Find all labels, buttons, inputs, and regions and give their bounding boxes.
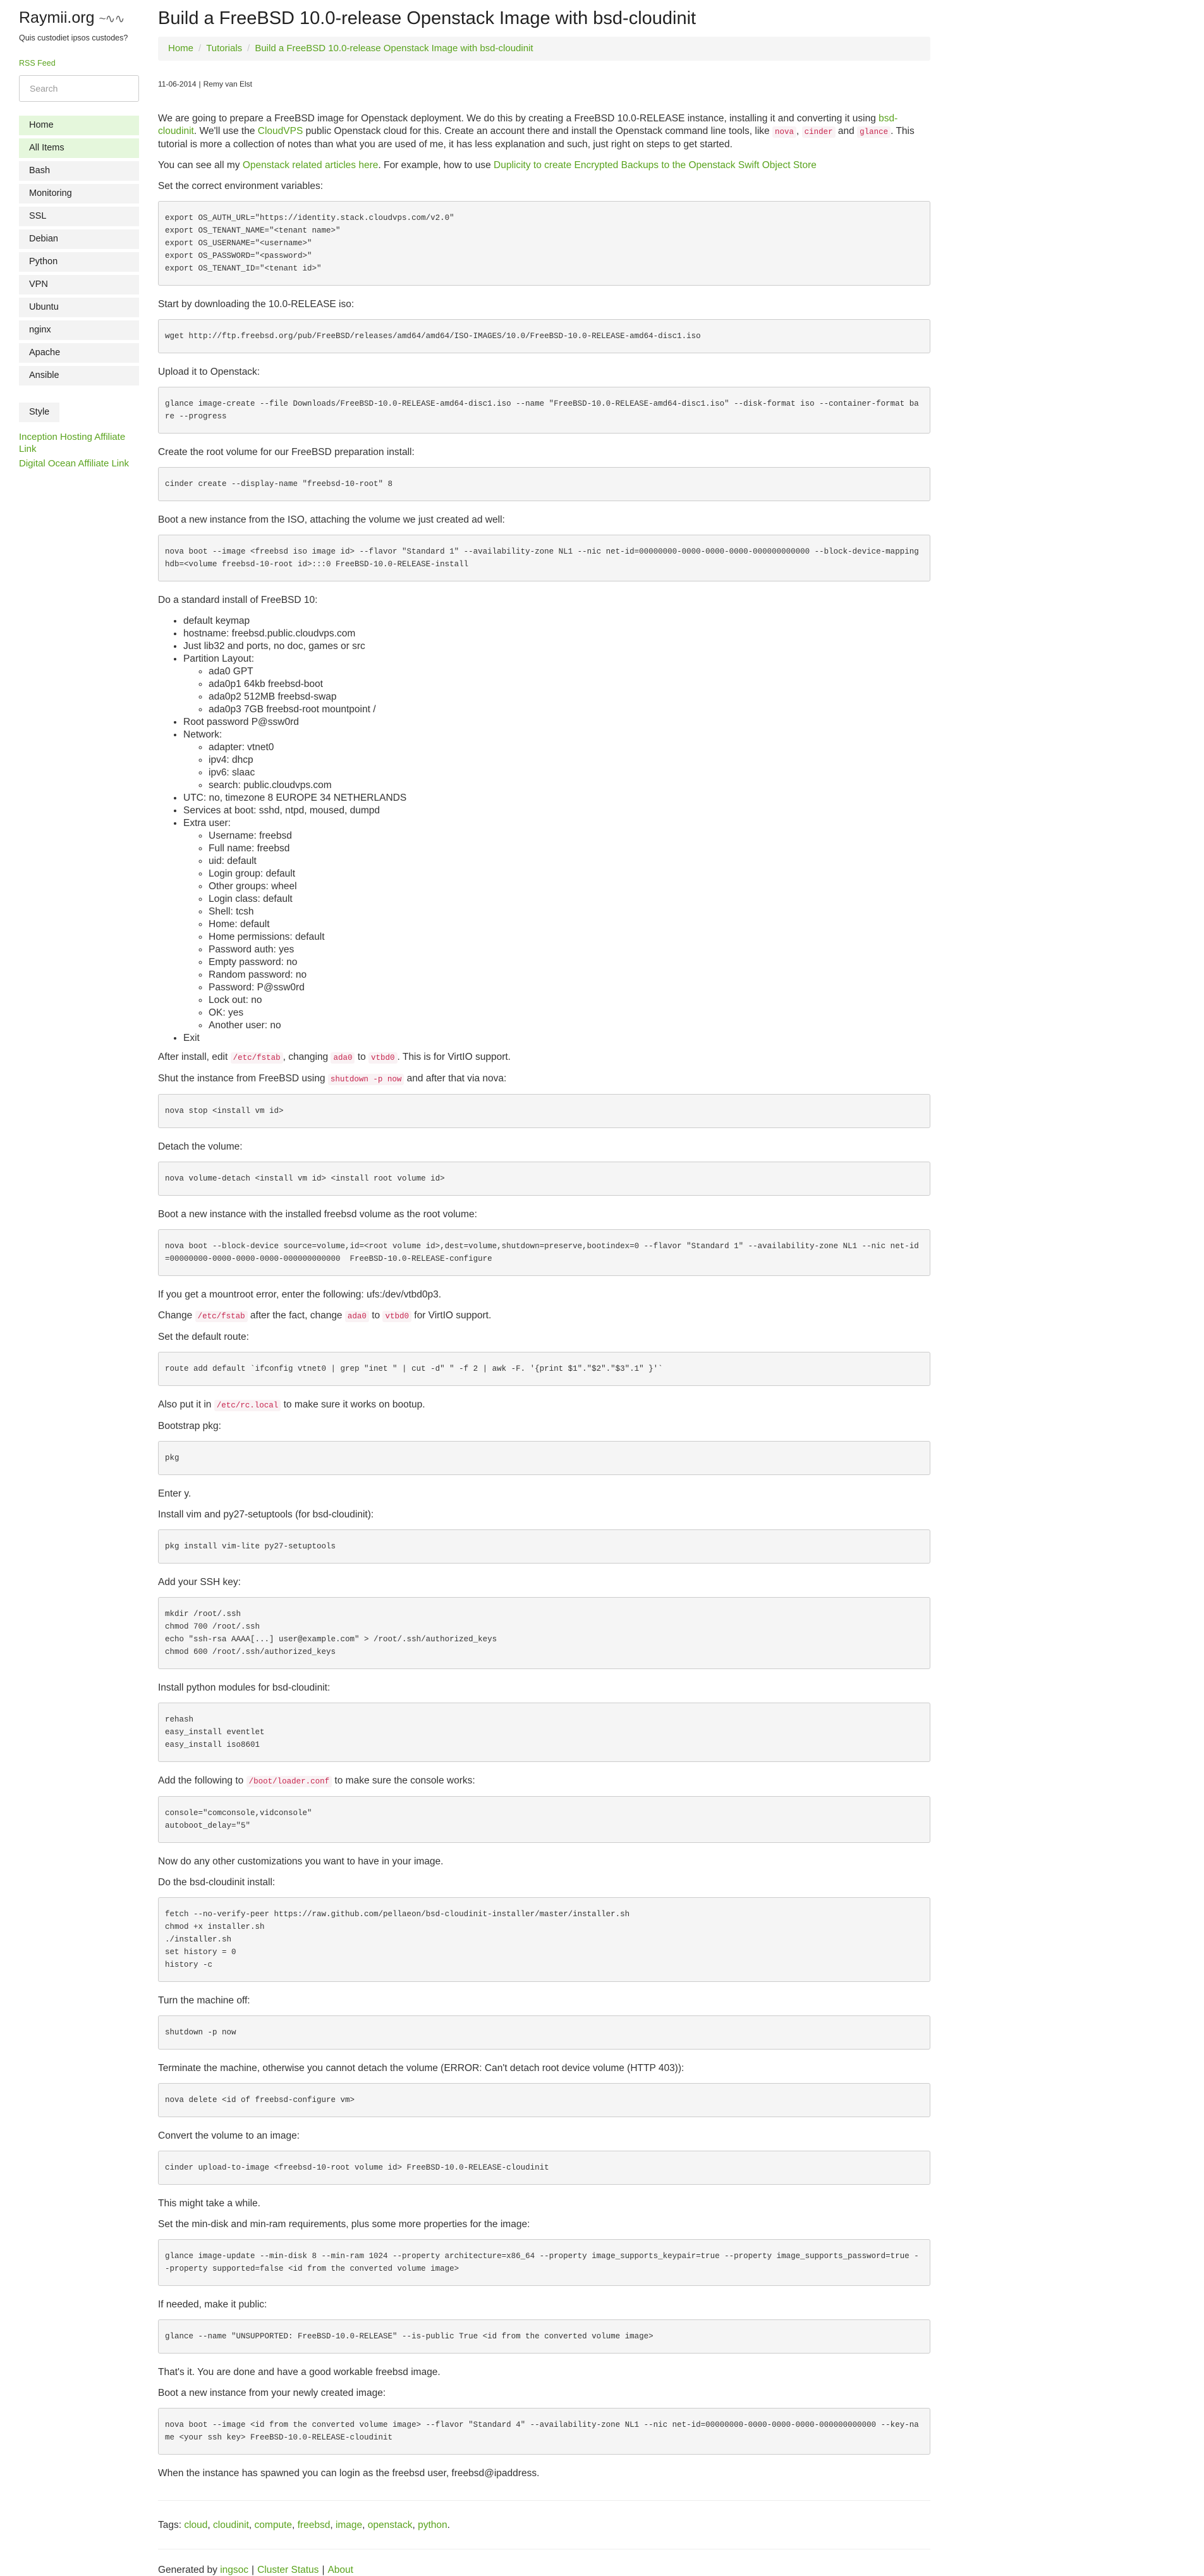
list-item: ◦ Another user: no [209, 1019, 930, 1032]
inline-code: nova [772, 126, 796, 138]
code-block-python: rehash easy_install eventlet easy_install iso8601 [158, 1703, 930, 1762]
paragraph: Do the bsd-cloudinit install: [158, 1877, 276, 1888]
text: We are going to prepare a FreeBSD image for Openstack deployment. We do this by creating a FreeBSD 10.0-RELEASE instance, installing it and converting it using [158, 113, 879, 124]
tag-link-python[interactable]: python [418, 2520, 447, 2530]
list-item: ◦ adapter: vtnet0 [209, 741, 930, 754]
tag-link-image[interactable]: image [335, 2520, 363, 2530]
inline-code: ada0 [331, 1052, 355, 1064]
nav-item-monitoring[interactable]: Monitoring [19, 184, 139, 204]
code-block-bootnew: nova boot --image <id from the converted volume image> --flavor "Standard 4" --availability-zone NL1 --nic net-id=00000000-0000-0000-0000-000000000000 --key-name <your ssh key> FreeBSD-10.0-RELEASE-cloudinit [158, 2408, 930, 2455]
paragraph: Terminate the machine, otherwise you cannot detach the volume (ERROR: Can't detach root device volume (HTTP 403)): [158, 2063, 684, 2074]
list-item: • default keymap [183, 615, 930, 628]
text: , changing [283, 1052, 331, 1062]
code-block-loader: console="comconsole,vidconsole" autoboot_delay="5" [158, 1796, 930, 1843]
paragraph: This might take a while. [158, 2198, 260, 2209]
paragraph: Boot a new instance with the installed freebsd volume as the root volume: [158, 1209, 477, 1220]
code-block-vim: pkg install vim-lite py27-setuptools [158, 1529, 930, 1564]
article-date: 11-06-2014 [158, 80, 197, 88]
paragraph: Turn the machine off: [158, 1995, 250, 2006]
code-block-ssh: mkdir /root/.ssh chmod 700 /root/.ssh echo "ssh-rsa AAAA[...] user@example.com" > /root/.ssh/authorized_keys chmod 600 /root/.ssh/authorized_keys [158, 1597, 930, 1669]
list-item: ◦ ipv4: dhcp [209, 754, 930, 767]
tags-section: Tags: cloud, cloudinit, compute, freebsd, image, openstack, python. [158, 2500, 930, 2531]
change-paragraph [158, 1309, 930, 1323]
sidebar-nav [19, 116, 139, 386]
text: . We'll use the [193, 126, 258, 137]
code-block-pkg: pkg [158, 1441, 930, 1475]
code-block-stop: nova stop <install vm id> [158, 1094, 930, 1128]
paragraph: That's it. You are done and have a good workable freebsd image. [158, 2367, 441, 2378]
text: . This is for VirtIO support. [397, 1052, 511, 1062]
list-item: ◦ ada0p2 512MB freebsd-swap [209, 691, 930, 703]
rss-feed-link[interactable]: RSS Feed [19, 59, 56, 68]
nav-item-nginx[interactable]: nginx [19, 320, 139, 340]
tags-label: Tags: [158, 2520, 185, 2530]
paragraph: Set the default route: [158, 1332, 249, 1342]
text: . For example, how to use [378, 160, 494, 171]
code-block-rootvol: cinder create --display-name "freebsd-10-root" 8 [158, 467, 930, 501]
code-block-public: glance --name "UNSUPPORTED: FreeBSD-10.0-RELEASE" --is-public True <id from the converted volume image> [158, 2319, 930, 2354]
list-item: ◦ Lock out: no [209, 994, 930, 1007]
nav-item-python[interactable]: Python [19, 252, 139, 272]
article-author: Remy van Elst [203, 80, 252, 88]
list-item: ◦ Login class: default [209, 893, 930, 906]
nav-item-vpn[interactable]: VPN [19, 275, 139, 295]
tag-link-cloudinit[interactable]: cloudinit [213, 2520, 249, 2530]
meta-separator: | [198, 80, 201, 88]
inline-code: vtbd0 [368, 1052, 398, 1064]
code-block-convert: cinder upload-to-image <freebsd-10-root volume id> FreeBSD-10.0-RELEASE-cloudinit [158, 2151, 930, 2185]
text: Also put it in [158, 1399, 214, 1410]
paragraph: Install vim and py27-setuptools (for bsd-cloudinit): [158, 1509, 374, 1520]
style-button[interactable]: Style [19, 403, 59, 422]
list-item [183, 729, 930, 792]
list-item: ◦ Home permissions: default [209, 931, 930, 944]
text: Shut the instance from FreeBSD using [158, 1073, 328, 1084]
partition-list [183, 665, 930, 716]
code-block-bootiso: nova boot --image <freebsd iso image id> --flavor "Standard 1" --availability-zone NL1 --nic net-id=00000000-0000-0000-0000-000000000000 --block-device-mapping hdb=<volume freebsd-10-root id>:::0 FreeBSD-10.0-RELEASE-install [158, 535, 930, 581]
nav-item-ubuntu[interactable]: Ubuntu [19, 298, 139, 317]
code-block-minram: glance image-update --min-disk 8 --min-ram 1024 --property architecture=x86_64 --property image_supports_keypair=true --property image_supports_password=true --property supported=false <id from the converted volume image> [158, 2239, 930, 2286]
list-item-label: Network: [183, 729, 222, 740]
paragraph: Detach the volume: [158, 1141, 243, 1152]
shut-paragraph [158, 1072, 930, 1086]
code-block-download: wget http://ftp.freebsd.org/pub/FreeBSD/releases/amd64/amd64/ISO-IMAGES/10.0/FreeBSD-10.0-RELEASE-amd64-disc1.iso [158, 319, 930, 353]
list-item-label: Partition Layout: [183, 653, 255, 664]
list-item: ◦ Other groups: wheel [209, 880, 930, 893]
list-item: • hostname: freebsd.public.cloudvps.com [183, 628, 930, 640]
paragraph: Boot a new instance from the ISO, attaching the volume we just created ad well: [158, 514, 505, 525]
inline-code: ada0 [345, 1311, 369, 1322]
paragraph: Set the min-disk and min-ram requirements, plus some more properties for the image: [158, 2219, 530, 2230]
text: to make sure the console works: [332, 1775, 475, 1786]
footer-separator: | [322, 2565, 325, 2575]
paragraph: Upload it to Openstack: [158, 367, 260, 377]
code-block-route: route add default `ifconfig vtnet0 | grep "inet " | cut -d" " -f 2 | awk -F. '{print $1"."$2"."$3".1" }'` [158, 1352, 930, 1386]
paragraph: Convert the volume to an image: [158, 2130, 300, 2141]
sidebar [19, 6, 139, 470]
breadcrumb-home[interactable]: Home [168, 43, 194, 54]
paragraph: Now do any other customizations you want to have in your image. [158, 1856, 444, 1867]
after-install-paragraph [158, 1051, 930, 1064]
article-meta [158, 80, 930, 88]
inline-code: vtbd0 [382, 1311, 411, 1322]
inline-code: /etc/rc.local [214, 1400, 281, 1411]
ingsoc-link[interactable]: ingsoc [220, 2565, 249, 2575]
list-item: ◦ Username: freebsd [209, 830, 930, 842]
paragraph: If needed, make it public: [158, 2299, 267, 2310]
inline-code: /boot/loader.conf [246, 1776, 332, 1787]
list-item-label: Extra user: [183, 818, 231, 829]
text: Add the following to [158, 1775, 246, 1786]
footer [158, 2549, 930, 2576]
nav-item-ansible[interactable]: Ansible [19, 366, 139, 386]
list-item: ◦ ada0p1 64kb freebsd-boot [209, 678, 930, 691]
about-link[interactable]: About [327, 2565, 353, 2575]
list-item: ◦ Empty password: no [209, 956, 930, 969]
list-item: • Root password P@ssw0rd [183, 716, 930, 729]
digital-ocean-link[interactable]: Digital Ocean Affiliate Link [19, 458, 129, 469]
list-item: ◦ ada0p3 7GB freebsd-root mountpoint / [209, 703, 930, 716]
list-item: • Exit [183, 1032, 930, 1045]
nav-item-debian[interactable]: Debian [19, 229, 139, 249]
list-item: ◦ Shell: tcsh [209, 906, 930, 918]
cloudvps-link[interactable]: CloudVPS [257, 126, 303, 137]
extra-user-list [183, 830, 930, 1032]
paragraph: Add your SSH key: [158, 1577, 241, 1588]
paragraph: Create the root volume for our FreeBSD preparation install: [158, 447, 415, 458]
footer-separator: | [252, 2565, 255, 2575]
paragraph: Start by downloading the 10.0-RELEASE iso: [158, 299, 355, 310]
install-steps-list [158, 615, 930, 1045]
site-brand-text[interactable]: Raymii.org [19, 9, 95, 27]
inline-code: glance [857, 126, 891, 138]
duplicity-link[interactable]: Duplicity to create Encrypted Backups to the Openstack Swift Object Store [494, 160, 817, 171]
text: . This tutorial is more a collection of notes than what you are used of me, it has less explanation and such, just right on steps to get started. [158, 126, 915, 150]
paragraph: Boot a new instance from your newly created image: [158, 2388, 386, 2398]
list-item: ◦ Login group: default [209, 868, 930, 880]
nav-item-ssl[interactable]: SSL [19, 207, 139, 226]
breadcrumb-separator: / [247, 43, 250, 54]
rc-local-paragraph [158, 1399, 930, 1412]
intro-paragraph [158, 112, 930, 151]
search-input[interactable] [19, 75, 139, 102]
code-block-delete: nova delete <id of freebsd-configure vm> [158, 2083, 930, 2117]
text: after the fact, change [247, 1310, 345, 1321]
text: After install, edit [158, 1052, 231, 1062]
openstack-articles-link[interactable]: Openstack related articles here [242, 160, 379, 171]
code-block-detach: nova volume-detach <install vm id> <install root volume id> [158, 1162, 930, 1196]
list-item: ◦ uid: default [209, 855, 930, 868]
breadcrumb-separator: / [198, 43, 202, 54]
page-title: Build a FreeBSD 10.0-release Openstack Image with bsd-cloudinit [158, 8, 696, 28]
text: and after that via nova: [404, 1073, 507, 1084]
footer-generated: Generated by [158, 2565, 221, 2575]
text: Change [158, 1310, 195, 1321]
paragraph: When the instance has spawned you can login as the freebsd user, freebsd@ipaddress. [158, 2468, 540, 2479]
code-block-shutdown: shutdown -p now [158, 2015, 930, 2050]
inline-code: /etc/fstab [195, 1311, 248, 1322]
list-item: ◦ search: public.cloudvps.com [209, 779, 930, 792]
inline-code: /etc/fstab [231, 1052, 283, 1064]
list-item: ◦ ipv6: slaac [209, 767, 930, 779]
code-block-bootvol: nova boot --block-device source=volume,id=<root volume id>,dest=volume,shutdown=preserve,bootindex=0 --flavor "Standard 1" --availability-zone NL1 --nic net-id=00000000-0000-0000-0000-000000000000 FreeBSD-10.0-RELEASE-configure [158, 1229, 930, 1276]
list-item: • Just lib32 and ports, no doc, games or src [183, 640, 930, 653]
breadcrumb-current[interactable]: Build a FreeBSD 10.0-release Openstack Image with bsd-cloudinit [255, 43, 533, 54]
list-item: ◦ Home: default [209, 918, 930, 931]
bsd-cloudinit-link[interactable]: bsd-cloudinit [158, 113, 898, 137]
inline-code: cinder [802, 126, 836, 138]
loader-paragraph [158, 1775, 930, 1788]
tags-end: . [447, 2520, 450, 2530]
code-block-cloudinit: fetch --no-verify-peer https://raw.github.com/pellaeon/bsd-cloudinit-installer/master/installer.sh chmod +x installer.sh ./installer.sh set history = 0 history -c [158, 1897, 930, 1982]
inception-hosting-link[interactable]: Inception Hosting Affiliate Link [19, 432, 126, 454]
site-brand[interactable] [19, 9, 139, 27]
list-item: ◦ Random password: no [209, 969, 930, 981]
list-item [183, 817, 930, 1032]
network-list [183, 741, 930, 792]
list-item: ◦ ada0 GPT [209, 665, 930, 678]
nav-item-home[interactable]: Home [19, 116, 139, 135]
paragraph: Do a standard install of FreeBSD 10: [158, 595, 318, 605]
nav-item-apache[interactable]: Apache [19, 343, 139, 363]
list-item: ◦ Full name: freebsd [209, 842, 930, 855]
code-block-upload: glance image-create --file Downloads/FreeBSD-10.0-RELEASE-amd64-disc1.iso --name "FreeBSD-10.0-RELEASE-amd64-disc1.iso" --disk-format iso --container-format bare --progress [158, 387, 930, 434]
list-item: ◦ Password auth: yes [209, 944, 930, 956]
text: to [368, 1310, 383, 1321]
paragraph: If you get a mountroot error, enter the following: ufs:/dev/vtbd0p3. [158, 1289, 442, 1300]
paragraph: Set the correct environment variables: [158, 181, 324, 191]
site-tagline: Quis custodiet ipsos custodes? [19, 33, 128, 42]
text: to make sure it works on bootup. [281, 1399, 425, 1410]
nav-item-bash[interactable]: Bash [19, 161, 139, 181]
squiggle-icon: ~∿∿ [99, 13, 125, 26]
text: and [835, 126, 858, 137]
see-all-paragraph [158, 159, 930, 172]
tag-link-compute[interactable]: compute [254, 2520, 292, 2530]
tag-link-cloud[interactable]: cloud [184, 2520, 208, 2530]
list-item: • Services at boot: sshd, ntpd, moused, dumpd [183, 805, 930, 817]
cluster-status-link[interactable]: Cluster Status [257, 2565, 319, 2575]
paragraph: Install python modules for bsd-cloudinit: [158, 1682, 331, 1693]
code-block-env: export OS_AUTH_URL="https://identity.stack.cloudvps.com/v2.0" export OS_TENANT_NAME="<tenant name>" export OS_USERNAME="<username>" export OS_PASSWORD="<password>" export OS_TENANT_ID="<tenant id>" [158, 201, 930, 286]
text: , [796, 126, 802, 137]
affiliate-links [19, 431, 139, 470]
paragraph: Enter y. [158, 1488, 192, 1499]
text: to [355, 1052, 368, 1062]
tag-link-freebsd[interactable]: freebsd [297, 2520, 331, 2530]
list-item: ◦ Password: P@ssw0rd [209, 981, 930, 994]
article-body [158, 112, 930, 2480]
text: You can see all my [158, 160, 243, 171]
list-item: • UTC: no, timezone 8 EUROPE 34 NETHERLANDS [183, 792, 930, 805]
text: for VirtIO support. [411, 1310, 492, 1321]
paragraph: Bootstrap pkg: [158, 1421, 221, 1431]
list-item [183, 653, 930, 716]
breadcrumb [158, 37, 930, 61]
tag-link-openstack[interactable]: openstack [367, 2520, 413, 2530]
text: public Openstack cloud for this. Create an account there and install the Openstack command line tools, like [303, 126, 772, 137]
nav-item-all-items[interactable]: All Items [19, 138, 139, 158]
inline-code: shutdown -p now [328, 1074, 404, 1085]
list-item: ◦ OK: yes [209, 1007, 930, 1019]
breadcrumb-tutorials[interactable]: Tutorials [206, 43, 243, 54]
main-content [158, 0, 930, 2576]
